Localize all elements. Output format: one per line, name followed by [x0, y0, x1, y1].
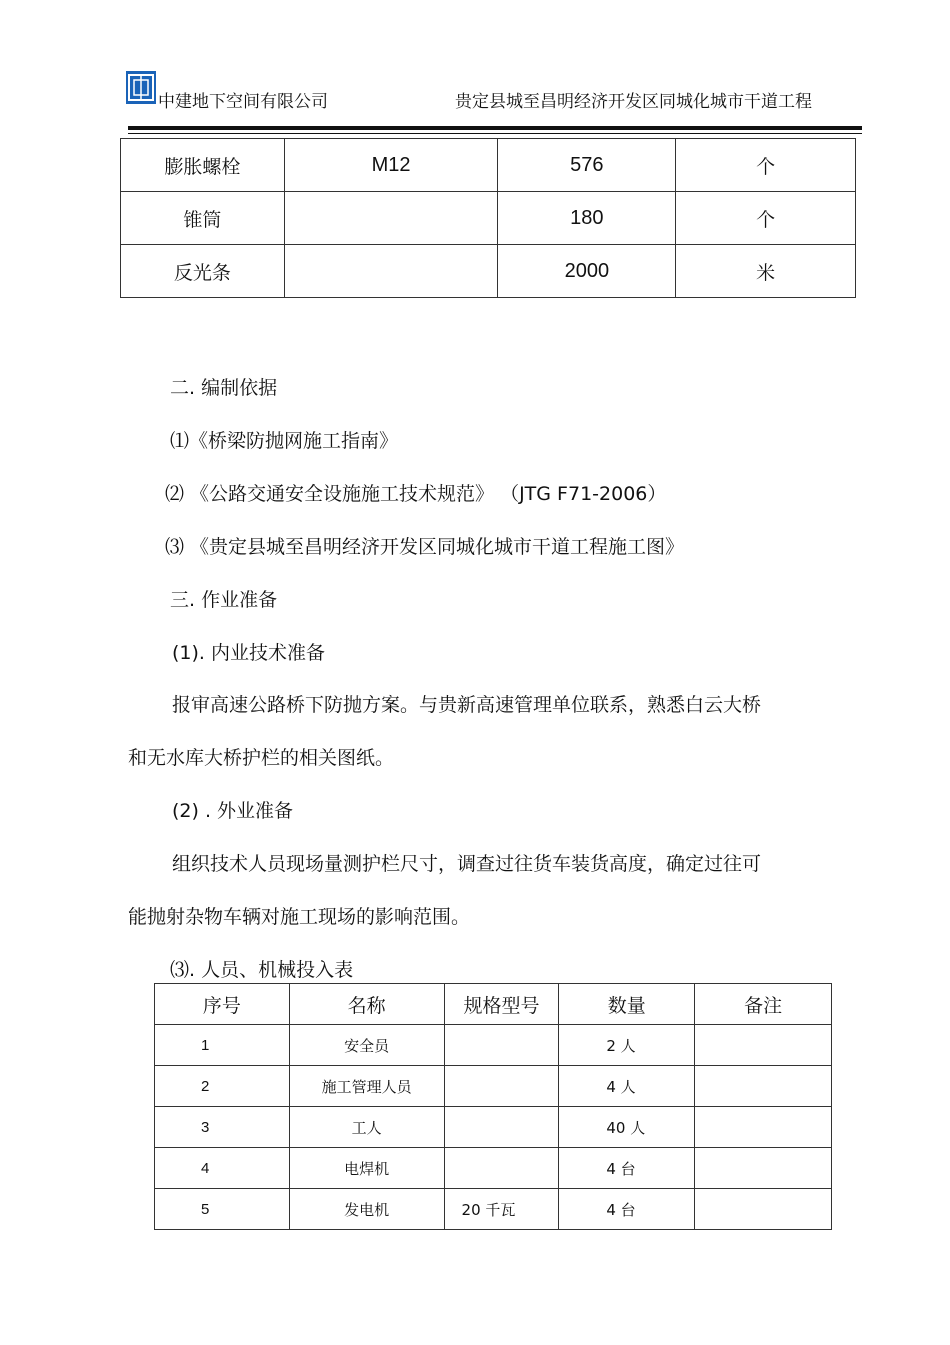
row-spec: [444, 1148, 559, 1189]
row-note: [695, 1025, 832, 1066]
project-name: 贵定县城至昌明经济开发区同城化城市干道工程: [455, 92, 812, 112]
table-row: [155, 1189, 832, 1230]
paragraph-1-line-1: 报审高速公路桥下防抛方案。与贵新高速管理单位联系，熟悉白云大桥: [172, 694, 762, 716]
materials-table: [120, 138, 856, 298]
row-note: [695, 1107, 832, 1148]
material-spec: M12: [284, 139, 498, 192]
material-spec: [284, 192, 498, 245]
table-row: [121, 192, 856, 245]
header-qty: 数量: [559, 984, 695, 1025]
row-spec: [444, 1107, 559, 1148]
row-qty: 2 人: [559, 1025, 695, 1066]
row-name: 发电机: [289, 1189, 444, 1230]
row-spec: 20 千瓦: [444, 1189, 559, 1230]
row-qty: 4 台: [559, 1148, 695, 1189]
header-note: 备注: [695, 984, 832, 1025]
header-no: 序号: [155, 984, 290, 1025]
reference-2: ⑵ 《公路交通安全设施施工技术规范》 （JTG F71-2006）: [165, 483, 667, 505]
row-name: 施工管理人员: [289, 1066, 444, 1107]
material-unit: 米: [676, 245, 856, 298]
reference-3: ⑶ 《贵定县城至昌明经济开发区同城化城市干道工程施工图》: [165, 536, 685, 558]
paragraph-2-line-2: 能抛射杂物车辆对施工现场的影响范围。: [128, 906, 471, 928]
material-name: 膨胀螺栓: [121, 139, 285, 192]
row-name: 电焊机: [289, 1148, 444, 1189]
row-spec: [444, 1025, 559, 1066]
material-unit: 个: [676, 139, 856, 192]
row-note: [695, 1148, 832, 1189]
row-name: 安全员: [289, 1025, 444, 1066]
subsection-2-title: (2) . 外业准备: [172, 800, 294, 822]
row-note: [695, 1189, 832, 1230]
paragraph-1-line-2: 和无水库大桥护栏的相关图纸。: [128, 747, 395, 769]
table-row: [121, 139, 856, 192]
table-row: [155, 1107, 832, 1148]
resources-table: [154, 983, 832, 1230]
subsection-1-title: (1). 内业技术准备: [172, 642, 325, 664]
company-name: 中建地下空间有限公司: [158, 92, 328, 112]
row-note: [695, 1066, 832, 1107]
header-rule: [128, 126, 862, 130]
reference-1: ⑴《桥梁防抛网施工指南》: [170, 430, 399, 452]
section-2-title: 二. 编制依据: [170, 377, 278, 399]
row-no: 1: [155, 1025, 290, 1066]
header-rule-thin: [128, 133, 862, 134]
row-no: 5: [155, 1189, 290, 1230]
material-qty: 576: [498, 139, 676, 192]
header-spec: 规格型号: [444, 984, 559, 1025]
material-qty: 180: [498, 192, 676, 245]
table-row: [155, 1066, 832, 1107]
material-name: 锥筒: [121, 192, 285, 245]
row-qty: 40 人: [559, 1107, 695, 1148]
company-logo: [126, 71, 156, 104]
material-qty: 2000: [498, 245, 676, 298]
row-no: 2: [155, 1066, 290, 1107]
table-row: [121, 245, 856, 298]
table-row: [155, 1148, 832, 1189]
row-name: 工人: [289, 1107, 444, 1148]
section-3-title: 三. 作业准备: [170, 589, 278, 611]
material-unit: 个: [676, 192, 856, 245]
row-qty: 4 台: [559, 1189, 695, 1230]
row-qty: 4 人: [559, 1066, 695, 1107]
material-name: 反光条: [121, 245, 285, 298]
paragraph-2-line-1: 组织技术人员现场量测护栏尺寸，调查过往货车装货高度，确定过往可: [172, 853, 762, 875]
row-no: 4: [155, 1148, 290, 1189]
row-spec: [444, 1066, 559, 1107]
table-header-row: [155, 984, 832, 1025]
material-spec: [284, 245, 498, 298]
table-row: [155, 1025, 832, 1066]
row-no: 3: [155, 1107, 290, 1148]
subsection-3-title: ⑶. 人员、机械投入表: [170, 959, 354, 981]
header-name: 名称: [289, 984, 444, 1025]
